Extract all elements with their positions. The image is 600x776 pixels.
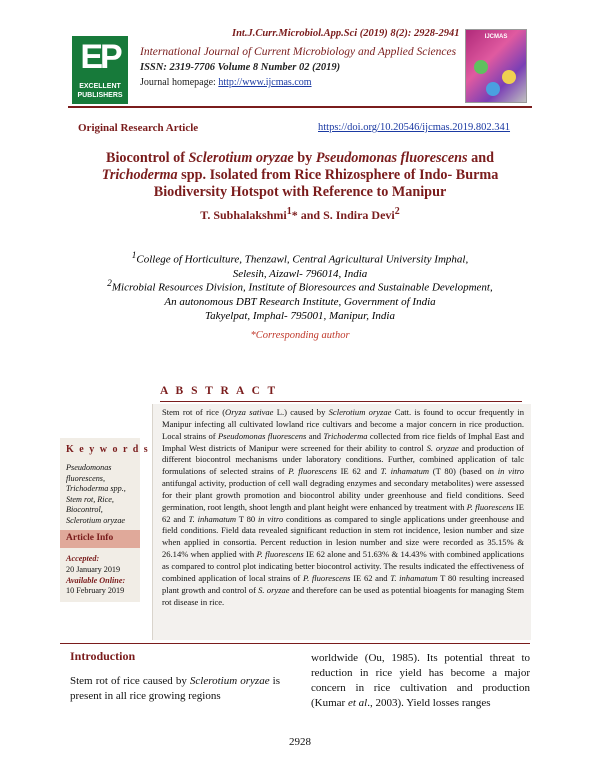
- affiliation-line: Takyelpat, Imphal- 795001, Manipur, India: [205, 309, 395, 322]
- accepted-date: 20 January 2019: [66, 564, 121, 574]
- keywords-heading: K e y w o r d s: [66, 444, 150, 455]
- introduction-column-left: [70, 674, 280, 704]
- abstract-text-run: L.) caused by: [273, 407, 329, 417]
- issn-line: ISSN: 2319-7706 Volume 8 Number 02 (2019): [140, 62, 341, 73]
- abstract-divider: [160, 401, 522, 402]
- doi-link[interactable]: https://doi.org/10.20546/ijcmas.2019.802.341: [318, 122, 511, 133]
- article-type: Original Research Article: [78, 122, 199, 134]
- abstract-text-run: collected from rice fields of Imphal East and Imphal West districts of Manipur were screened for their ability to control: [162, 430, 524, 453]
- abstract-text-run: IE 62 and: [336, 466, 381, 477]
- cover-blob: [486, 82, 500, 96]
- keyword-item: Biocontrol,: [66, 505, 103, 515]
- author-and: and: [297, 208, 324, 222]
- title-part: Trichoderma: [101, 167, 178, 183]
- abstract-text-run: P. fluorescens: [256, 549, 304, 560]
- abstract-text-run: T. inhamatum: [380, 466, 430, 477]
- abstract-heading: A B S T R A C T: [160, 385, 278, 397]
- logo-text: [72, 82, 128, 100]
- author-line: [80, 206, 520, 223]
- journal-cover-image: [465, 29, 527, 103]
- abstract-text-run: Pseudomonas fluorescens: [217, 430, 307, 441]
- abstract-text-run: in vitro: [257, 513, 284, 524]
- introduction-text-run: worldwide (Ou, 1985). Its potential threat to reduction in rice yield has become a major concern in rice cultivation and production (Kumar: [311, 652, 530, 709]
- title-part: Biocontrol of: [106, 150, 189, 166]
- cover-blob: [502, 70, 516, 84]
- abstract-text-run: S. oryzae: [258, 584, 290, 595]
- journal-homepage: [140, 77, 312, 88]
- abstract-text-run: (T 80) (based on: [429, 466, 498, 477]
- journal-citation: Int.J.Curr.Microbiol.App.Sci (2019) 8(2): 2928-2941: [232, 28, 460, 39]
- abstract-text-run: IE 62 and: [350, 572, 391, 583]
- introduction-text-run: Stem rot of rice caused by: [70, 675, 190, 687]
- journal-name: International Journal of Current Microbiology and Applied Sciences: [140, 46, 457, 58]
- abstract-text-run: Stem rot of rice (: [162, 407, 226, 417]
- article-title: [80, 150, 520, 201]
- abstract-text-run: Catt. is found to occur frequently in Manipur infecting all cultivated lowland rice cultivars and become a major concern in rice production. Local strains of: [162, 407, 524, 441]
- abstract-text-run: Oryza sativae: [225, 407, 274, 417]
- title-part: Biodiversity Hotspot with Reference to Manipur: [153, 184, 447, 200]
- author-1: T. Subhalakshmi: [200, 208, 287, 222]
- affiliation-sup: 2: [107, 278, 112, 288]
- introduction-column-right: [311, 651, 530, 711]
- abstract-text-run: T. inhamatum: [188, 513, 237, 524]
- title-part: Sclerotium oryzae: [188, 150, 294, 166]
- abstract-text-run: and: [306, 430, 324, 441]
- keywords-list: [66, 463, 138, 527]
- author-1-sup: 1: [286, 206, 292, 217]
- keyword-item: Pseudomonas fluorescens,: [66, 463, 112, 483]
- online-date: 10 February 2019: [66, 586, 125, 596]
- abstract-text: [162, 407, 524, 608]
- affiliation-line: An autonomous DBT Research Institute, Government of India: [164, 295, 436, 308]
- homepage-link[interactable]: http://www.ijcmas.com: [218, 77, 312, 88]
- affiliation-line: College of Horticulture, Thenzawl, Central Agricultural University Imphal,: [136, 253, 469, 266]
- keyword-item: Sclerotium oryzae: [66, 515, 126, 525]
- logo-text-line-1: EXCELLENT: [79, 83, 121, 90]
- online-label: Available Online:: [66, 575, 126, 585]
- abstract-text-run: T 80: [236, 513, 258, 524]
- corresponding-author: *Corresponding author: [250, 330, 350, 341]
- homepage-label: Journal homepage:: [140, 77, 219, 88]
- introduction-text-run: et al: [347, 697, 368, 709]
- publisher-logo: [72, 36, 128, 104]
- accepted-label: Accepted:: [66, 554, 100, 563]
- abstract-text-run: T. inhamatum: [390, 572, 438, 583]
- page-number: 2928: [289, 736, 311, 748]
- introduction-heading: Introduction: [70, 649, 136, 663]
- abstract-text-run: and therefore can be used as potential bioagents for managing Stem rot disease in rice.: [162, 584, 524, 607]
- article-dates: [66, 554, 140, 597]
- keyword-item: Stem rot, Rice,: [66, 494, 114, 504]
- author-2-sup: 2: [394, 206, 400, 217]
- header-divider: [68, 106, 532, 108]
- abstract-text-run: in vitro: [497, 466, 524, 477]
- abstract-text-run: T 80 resulting increased plant growth and control of: [162, 572, 524, 595]
- title-part: by: [293, 150, 316, 166]
- affiliation-line: Microbial Resources Division, Institute of Bioresources and Sustainable Development,: [111, 281, 493, 294]
- title-part: Pseudomonas fluorescens: [315, 150, 468, 166]
- cover-blob: [474, 60, 488, 74]
- abstract-text-run: P. fluorescens: [288, 466, 337, 477]
- abstract-text-run: S. oryzae: [426, 442, 459, 453]
- logo-text-line-2: PUBLISHERS: [77, 92, 123, 99]
- affiliation-2: [80, 276, 520, 323]
- affiliation-line: Selesih, Aizawl- 796014, India: [232, 267, 368, 280]
- cover-title: IJCMAS: [484, 34, 508, 40]
- abstract-text-run: conditions as compared to single applications under greenhouse and field conditions. Field data revealed significant reduction in stem rot incidence, lesion number and size when applied in consortia. Percent reduction in lesion number and size were recorded as 35.15% & 26.14% when applied with: [162, 513, 524, 560]
- abstract-text-run: IE 62 alone and 51.63% & 14.43% with combined applications as compared to control plot indicating better biocontrol activity. The results indicated the effectiveness of combined application of local strains of: [162, 549, 524, 583]
- introduction-text-run: ., 2003). Yield losses ranges: [367, 697, 491, 709]
- section-divider: [60, 643, 530, 644]
- abstract-text-run: P. fluorescens: [466, 501, 514, 512]
- affiliation-sup: 1: [131, 250, 137, 260]
- introduction-text-run: Sclerotium oryzae: [189, 675, 270, 687]
- abstract-text-run: Sclerotium oryzae: [328, 407, 392, 417]
- title-part: spp. Isolated from Rice Rhizosphere of Indo- Burma: [177, 167, 499, 183]
- introduction-text-run: is present in all rice growing regions: [70, 675, 281, 702]
- title-part: and: [467, 150, 494, 166]
- author-1-mark: *: [291, 208, 298, 222]
- keyword-item: Trichoderma spp.,: [66, 484, 126, 494]
- abstract-text-run: antifungal activity, production of cell wall degrading enzymes and secondary metabolites) were assessed for their plant growth promotion and biocontrol ability under greenhouse and field conditions. Seed germination, root length, shoot length and plant height were enhanced by treatment with: [162, 478, 524, 512]
- abstract-text-run: Trichoderma: [323, 430, 368, 441]
- abstract-text-run: and production of different biocontrol mechanisms under laboratory conditions. Further, combined application of talc formulations of selected strains of: [162, 442, 525, 477]
- author-2: S. Indira Devi: [323, 208, 395, 222]
- abstract-text-run: P. fluorescens: [302, 572, 351, 583]
- article-info-heading: Article Info: [66, 533, 114, 543]
- logo-letters: EP: [80, 38, 120, 76]
- abstract-text-run: IE 62 and: [162, 501, 524, 524]
